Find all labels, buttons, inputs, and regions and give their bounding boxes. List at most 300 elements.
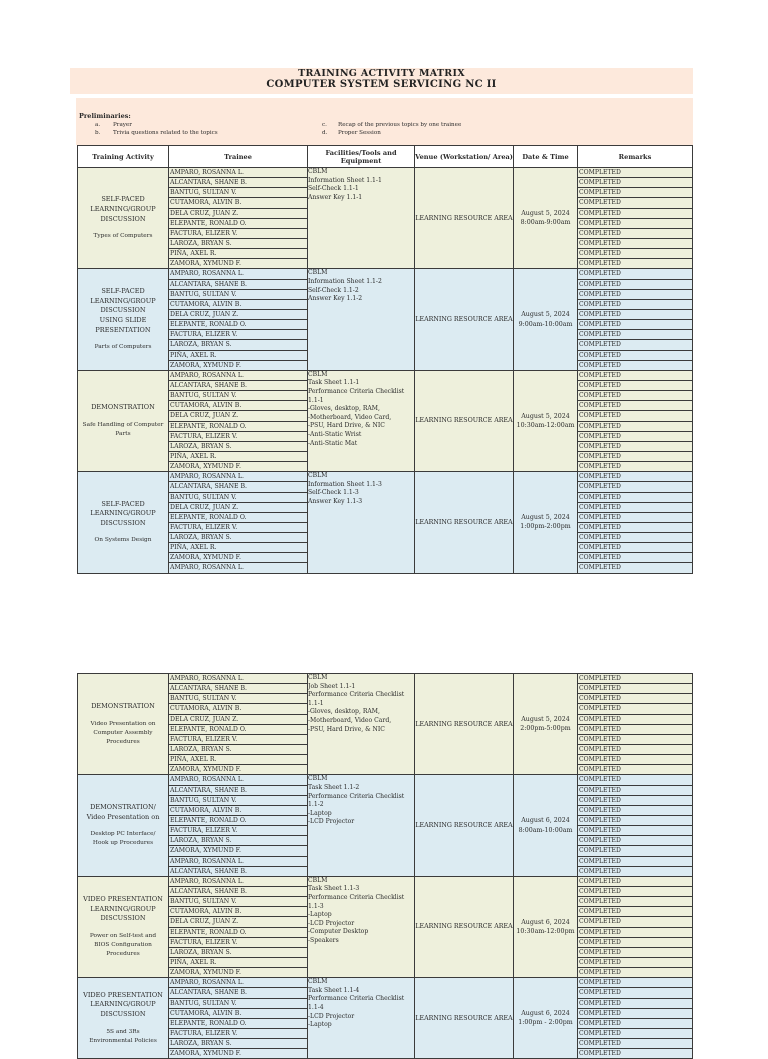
trainee-name: ZAMORA, XYMUND F.	[170, 361, 241, 369]
trainee-name: ELEPANTE, RONALD O.	[169, 816, 307, 826]
trainee-name: CUTAMORA, ALVIN B.	[169, 401, 307, 411]
trainee-name: LAROZA, BRYAN S.	[169, 442, 307, 452]
trainee-name: FACTURA, ELIZER V.	[169, 229, 307, 239]
status-remark: COMPLETED	[579, 564, 621, 572]
status-remark: COMPLETED	[578, 1029, 692, 1039]
trainee-name: ELEPANTE, RONALD O.	[169, 725, 307, 735]
trainee-list-cell	[169, 978, 308, 1059]
status-remark: COMPLETED	[578, 300, 692, 310]
trainee-name: ALCANTARA, SHANE B.	[169, 482, 307, 492]
status-remark: COMPLETED	[578, 503, 692, 513]
facility-item: -Laptop	[308, 911, 332, 919]
status-remark: COMPLETED	[578, 735, 692, 745]
status-remark: COMPLETED	[578, 493, 692, 503]
trainee-name: BANTUG, SULTAN V.	[169, 493, 307, 503]
status-remark: COMPLETED	[578, 1039, 692, 1049]
status-remark: COMPLETED	[578, 917, 692, 927]
trainee-name: CUTAMORA, ALVIN B.	[169, 198, 307, 208]
activity-title-line: DISCUSSION	[100, 914, 146, 923]
facility-item: Information Sheet 1.1-2	[308, 278, 382, 285]
status-remark: COMPLETED	[578, 330, 692, 340]
facility-item: 1.1-2	[308, 801, 324, 809]
trainee-name: ZAMORA, XYMUND F.	[169, 846, 307, 856]
prelim-letter: c.	[322, 122, 327, 128]
venue-cell: LEARNING RESOURCE AREA	[415, 269, 514, 370]
facility-item: -PSU, Hard Drive, & NIC	[308, 422, 385, 430]
activity-title-line: DISCUSSION	[100, 1010, 146, 1019]
trainee-name: AMPARO, ROSANNA L.	[169, 674, 307, 684]
document-subtitle: COMPUTER SYSTEM SERVICING NC II	[266, 79, 497, 90]
remarks-cell	[578, 876, 693, 977]
header-venue: Venue (Workstation/ Area)	[415, 146, 514, 168]
facility-item: Answer Key 1.1-2	[308, 295, 363, 303]
table-header-row	[78, 146, 693, 168]
facility-item: 1.1-1	[308, 699, 324, 707]
training-matrix-table-2	[77, 673, 693, 1059]
activity-topic-line: Desktop PC Interface/	[90, 831, 156, 838]
activity-topic-line: On Systems Design	[94, 537, 152, 544]
trainee-name: AMPARO, ROSANNA L.	[169, 877, 307, 887]
trainee-name: AMPARO, ROSANNA L.	[170, 564, 244, 572]
activity-topic-line: Types of Computers	[93, 233, 153, 240]
trainee-name: AMPARO, ROSANNA L.	[169, 269, 307, 279]
date-time-cell: August 6, 2024 1:00pm - 2:00pm	[514, 978, 578, 1059]
header-facilities: Facilities/Tools and Equipment	[308, 146, 415, 168]
status-remark: COMPLETED	[578, 391, 692, 401]
remarks-cell	[578, 472, 693, 573]
trainee-name: FACTURA, ELIZER V.	[169, 523, 307, 533]
facility-item: CBLM	[308, 978, 328, 986]
trainee-name: ALCANTARA, SHANE B.	[169, 786, 307, 796]
status-remark: COMPLETED	[579, 766, 621, 774]
trainee-name: LAROZA, BRYAN S.	[169, 533, 307, 543]
trainee-name: FACTURA, ELIZER V.	[169, 735, 307, 745]
status-remark: COMPLETED	[578, 694, 692, 704]
trainee-name: ZAMORA, XYMUND F.	[170, 260, 241, 268]
status-remark: COMPLETED	[578, 958, 692, 968]
trainee-name: ZAMORA, XYMUND F.	[170, 1050, 241, 1058]
facility-item: Task Sheet 1.1-1	[308, 379, 360, 387]
facility-item: 1.1-4	[308, 1004, 324, 1011]
status-remark: COMPLETED	[578, 320, 692, 330]
status-remark: COMPLETED	[578, 938, 692, 948]
preliminaries-box	[76, 98, 693, 145]
facilities-cell	[308, 674, 415, 775]
header-remarks: Remarks	[578, 146, 693, 168]
status-remark: COMPLETED	[578, 897, 692, 907]
venue-cell: LEARNING RESOURCE AREA	[415, 978, 514, 1059]
activity-title-line: DEMONSTRATION	[91, 403, 155, 412]
facility-item: -Anti-Static Wrist	[308, 430, 362, 438]
activity-spacer	[78, 822, 168, 830]
training-activity-cell	[78, 269, 169, 370]
trainee-list-cell	[169, 269, 308, 370]
facility-item: Performance Criteria Checklist	[308, 691, 405, 699]
activity-block-row	[78, 674, 693, 775]
facilities-cell	[308, 978, 415, 1059]
activity-topic-line: Procedures	[106, 950, 140, 957]
facility-item: Job Sheet 1.1-1	[308, 682, 356, 690]
facility-item: Task Sheet 1.1-2	[308, 784, 360, 791]
status-remark: COMPLETED	[579, 1050, 621, 1058]
facility-item: 1.1-1	[308, 396, 324, 404]
date-time-cell: August 5, 2024 1:00pm-2:00pm	[514, 472, 578, 573]
venue-cell: LEARNING RESOURCE AREA	[415, 775, 514, 876]
remarks-cell	[578, 674, 693, 775]
date-time-cell: August 5, 2024 2:00pm-5:00pm	[514, 674, 578, 775]
facility-item: Performance Criteria Checklist	[308, 995, 405, 1003]
facility-item: CBLM	[308, 472, 328, 480]
status-remark: COMPLETED	[578, 887, 692, 897]
activity-title-line: DISCUSSION	[100, 518, 146, 527]
date-time-cell: August 5, 2024 9:00am-10:00am	[514, 269, 578, 370]
trainee-name: ELEPANTE, RONALD O.	[169, 422, 307, 432]
activity-block-row	[78, 978, 693, 1059]
facility-item: -Motherboard, Video Card,	[308, 413, 392, 421]
trainee-name: CUTAMORA, ALVIN B.	[169, 907, 307, 917]
status-remark: COMPLETED	[578, 1009, 692, 1019]
facility-item: Self-Check 1.1-1	[308, 185, 359, 193]
activity-title-line: LEARNING/GROUP	[90, 1000, 156, 1009]
prelim-item: Prayer	[113, 122, 132, 128]
status-remark: COMPLETED	[578, 704, 692, 714]
date-time-cell: August 5, 2024 10:30am-12:00am	[514, 370, 578, 471]
status-remark: COMPLETED	[578, 452, 692, 462]
activity-title-line: SELF-PACED	[101, 499, 145, 508]
status-remark: COMPLETED	[578, 482, 692, 492]
status-remark: COMPLETED	[578, 381, 692, 391]
trainee-name: ALCANTARA, SHANE B.	[170, 867, 248, 875]
prelim-item: Recap of the previous topics by one trainee	[338, 122, 462, 128]
trainee-list-cell	[169, 674, 308, 775]
status-remark: COMPLETED	[578, 198, 692, 208]
trainee-name: BANTUG, SULTAN V.	[169, 391, 307, 401]
status-remark: COMPLETED	[579, 867, 621, 875]
document-title-box	[70, 68, 693, 94]
status-remark: COMPLETED	[578, 684, 692, 694]
activity-topic-line: Power on Self-test and	[89, 932, 157, 939]
trainee-name: DELA CRUZ, JUAN Z.	[169, 715, 307, 725]
status-remark: COMPLETED	[578, 371, 692, 381]
status-remark: COMPLETED	[579, 260, 621, 268]
facility-item: CBLM	[308, 876, 328, 884]
trainee-name: DELA CRUZ, JUAN Z.	[169, 310, 307, 320]
activity-spacer	[78, 224, 168, 232]
status-remark: COMPLETED	[578, 249, 692, 259]
activity-title-line: VIDEO PRESENTATION	[83, 895, 163, 904]
activity-title-line: USING SLIDE	[99, 315, 147, 324]
activity-topic-line: Video Presentation on	[90, 720, 156, 727]
status-remark: COMPLETED	[578, 401, 692, 411]
prelim-letter: a.	[95, 122, 101, 128]
facility-item: Information Sheet 1.1-3	[308, 480, 382, 488]
activity-title-line: DEMONSTRATION/	[90, 803, 156, 812]
remarks-cell	[578, 168, 693, 269]
activity-topic-line: Safe Handling of Computer Parts	[82, 421, 164, 437]
training-activity-cell	[78, 168, 169, 269]
status-remark: COMPLETED	[578, 978, 692, 988]
trainee-name: DELA CRUZ, JUAN Z.	[169, 917, 307, 927]
facilities-cell	[308, 370, 415, 471]
facilities-cell	[308, 168, 415, 269]
activity-spacer	[78, 924, 168, 932]
training-activity-cell	[78, 370, 169, 471]
date-time-cell: August 6, 2024 10:30am-12:00pm	[514, 876, 578, 977]
trainee-name: FACTURA, ELIZER V.	[169, 938, 307, 948]
document-title: TRAINING ACTIVITY MATRIX	[298, 68, 465, 79]
status-remark: COMPLETED	[578, 442, 692, 452]
trainee-name: ALCANTARA, SHANE B.	[169, 178, 307, 188]
trainee-list-cell	[169, 775, 308, 876]
trainee-name: ALCANTARA, SHANE B.	[169, 988, 307, 998]
trainee-name: ELEPANTE, RONALD O.	[169, 219, 307, 229]
status-remark: COMPLETED	[578, 857, 692, 867]
status-remark: COMPLETED	[578, 269, 692, 279]
facility-item: Performance Criteria Checklist	[308, 388, 405, 395]
facility-item: 1.1-3	[308, 902, 324, 910]
activity-block-row	[78, 775, 693, 876]
trainee-name: DELA CRUZ, JUAN Z.	[169, 503, 307, 513]
status-remark: COMPLETED	[578, 745, 692, 755]
activity-title-line: SELF-PACED	[101, 195, 145, 204]
facility-item: -Laptop	[308, 1021, 332, 1029]
activity-topic-line: Environmental Policies	[89, 1037, 157, 1044]
remarks-cell	[578, 978, 693, 1059]
trainee-name: CUTAMORA, ALVIN B.	[169, 704, 307, 714]
trainee-name: BANTUG, SULTAN V.	[169, 290, 307, 300]
status-remark: COMPLETED	[578, 1019, 692, 1029]
facility-item: -Motherboard, Video Card,	[308, 716, 392, 724]
status-remark: COMPLETED	[578, 877, 692, 887]
trainee-list-cell	[169, 370, 308, 471]
activity-topic-line: Parts of Computers	[94, 344, 152, 351]
activity-spacer	[78, 335, 168, 343]
status-remark: COMPLETED	[578, 178, 692, 188]
status-remark: COMPLETED	[578, 755, 692, 765]
facility-item: -PSU, Hard Drive, & NIC	[308, 725, 385, 733]
trainee-name: LAROZA, BRYAN S.	[169, 239, 307, 249]
trainee-name: DELA CRUZ, JUAN Z.	[169, 209, 307, 219]
facilities-cell	[308, 269, 415, 370]
status-remark: COMPLETED	[578, 715, 692, 725]
status-remark: COMPLETED	[578, 290, 692, 300]
status-remark: COMPLETED	[579, 361, 621, 369]
facility-item: CBLM	[308, 269, 328, 277]
trainee-name: PIÑA, AXEL R.	[169, 543, 307, 553]
status-remark: COMPLETED	[578, 219, 692, 229]
status-remark: COMPLETED	[578, 533, 692, 543]
activity-topic-line: Computer Assembly	[93, 729, 153, 736]
status-remark: COMPLETED	[578, 816, 692, 826]
status-remark: COMPLETED	[579, 969, 621, 977]
trainee-name: PIÑA, AXEL R.	[169, 249, 307, 259]
trainee-name: AMPARO, ROSANNA L.	[169, 168, 307, 178]
trainee-name: CUTAMORA, ALVIN B.	[169, 300, 307, 310]
status-remark: COMPLETED	[579, 463, 621, 471]
activity-spacer	[78, 712, 168, 720]
status-remark: COMPLETED	[578, 432, 692, 442]
prelim-item: Proper Session	[338, 130, 381, 136]
facility-item: -LCD Projector	[308, 1012, 355, 1020]
facility-item: Answer Key 1.1-1	[308, 193, 363, 201]
status-remark: COMPLETED	[578, 988, 692, 998]
training-activity-cell	[78, 978, 169, 1059]
trainee-name: BANTUG, SULTAN V.	[169, 897, 307, 907]
status-remark: COMPLETED	[578, 907, 692, 917]
activity-title-line: LEARNING/GROUP	[90, 904, 156, 913]
activity-title-line: VIDEO PRESENTATION	[83, 990, 163, 999]
activity-topic-line: BIOS Configuration	[94, 941, 152, 948]
facility-item: CBLM	[308, 168, 328, 175]
activity-topic-line: 5S and 3Rs	[106, 1028, 140, 1035]
status-remark: COMPLETED	[578, 351, 692, 361]
venue-cell: LEARNING RESOURCE AREA	[415, 876, 514, 977]
trainee-name: BANTUG, SULTAN V.	[169, 188, 307, 198]
training-activity-cell	[78, 472, 169, 573]
status-remark: COMPLETED	[578, 543, 692, 553]
status-remark: COMPLETED	[578, 472, 692, 482]
activity-block-row	[78, 876, 693, 977]
training-activity-cell	[78, 775, 169, 876]
status-remark: COMPLETED	[578, 513, 692, 523]
facility-item: CBLM	[308, 775, 328, 783]
trainee-name: ZAMORA, XYMUND F.	[170, 463, 241, 471]
status-remark: COMPLETED	[578, 553, 692, 563]
status-remark: COMPLETED	[578, 826, 692, 836]
status-remark: COMPLETED	[578, 928, 692, 938]
status-remark: COMPLETED	[578, 422, 692, 432]
trainee-name: ALCANTARA, SHANE B.	[169, 684, 307, 694]
activity-title-line: DISCUSSION	[100, 306, 146, 315]
trainee-name: LAROZA, BRYAN S.	[169, 340, 307, 350]
facility-item: -Gloves, desktop, RAM,	[308, 405, 380, 413]
trainee-name: AMPARO, ROSANNA L.	[169, 775, 307, 785]
header-training-activity: Training Activity	[78, 146, 169, 168]
trainee-name: PIÑA, AXEL R.	[169, 958, 307, 968]
facility-item: Answer Key 1.1-3	[308, 498, 363, 505]
status-remark: COMPLETED	[578, 796, 692, 806]
status-remark: COMPLETED	[578, 948, 692, 958]
prelim-item: Trivia questions related to the topics	[113, 130, 218, 136]
header-date-time: Date & Time	[514, 146, 578, 168]
trainee-name: ALCANTARA, SHANE B.	[169, 887, 307, 897]
facilities-cell	[308, 472, 415, 573]
activity-title-line: SELF-PACED	[101, 287, 145, 296]
status-remark: COMPLETED	[578, 188, 692, 198]
trainee-name: FACTURA, ELIZER V.	[169, 330, 307, 340]
facility-item: Task Sheet 1.1-4	[308, 986, 360, 994]
trainee-name: FACTURA, ELIZER V.	[169, 1029, 307, 1039]
remarks-cell	[578, 370, 693, 471]
trainee-name: ELEPANTE, RONALD O.	[169, 928, 307, 938]
facility-item: Self-Check 1.1-2	[308, 286, 359, 294]
trainee-name: BANTUG, SULTAN V.	[169, 694, 307, 704]
facility-item: CBLM	[308, 674, 328, 681]
status-remark: COMPLETED	[578, 209, 692, 219]
facility-item: Performance Criteria Checklist	[308, 792, 405, 800]
facility-item: -Computer Desktop	[308, 928, 369, 936]
activity-topic-line: Hook up Procedures	[92, 840, 154, 847]
activity-title-line: LEARNING/GROUP	[90, 296, 156, 305]
trainee-name: LAROZA, BRYAN S.	[169, 948, 307, 958]
facility-item: Task Sheet 1.1-3	[308, 885, 360, 893]
activity-block-row	[78, 269, 693, 370]
facility-item: Self-Check 1.1-3	[308, 489, 359, 497]
activity-block-row	[78, 168, 693, 269]
status-remark: COMPLETED	[578, 168, 692, 178]
trainee-name: ELEPANTE, RONALD O.	[169, 1019, 307, 1029]
status-remark: COMPLETED	[578, 786, 692, 796]
status-remark: COMPLETED	[578, 836, 692, 846]
training-activity-cell	[78, 674, 169, 775]
training-activity-cell	[78, 876, 169, 977]
activity-title-line: DEMONSTRATION	[91, 701, 155, 710]
activity-title-line: DISCUSSION	[100, 214, 146, 223]
trainee-name: AMPARO, ROSANNA L.	[169, 472, 307, 482]
facility-item: -Anti-Static Mat	[308, 439, 358, 447]
trainee-name: BANTUG, SULTAN V.	[169, 796, 307, 806]
training-matrix-table-1	[77, 145, 693, 574]
trainee-name: ALCANTARA, SHANE B.	[169, 381, 307, 391]
remarks-cell	[578, 775, 693, 876]
activity-block-row	[78, 472, 693, 573]
venue-cell: LEARNING RESOURCE AREA	[415, 472, 514, 573]
remarks-cell	[578, 269, 693, 370]
prelim-letter: b.	[95, 130, 101, 136]
activity-spacer	[78, 528, 168, 536]
trainee-name: DELA CRUZ, JUAN Z.	[169, 411, 307, 421]
facility-item: -Gloves, desktop, RAM,	[308, 708, 380, 716]
preliminaries-heading: Preliminaries:	[79, 112, 131, 120]
status-remark: COMPLETED	[578, 806, 692, 816]
trainee-name: ZAMORA, XYMUND F.	[170, 969, 241, 977]
activity-title-line: PRESENTATION	[95, 325, 151, 334]
activity-title-line: LEARNING/GROUP	[90, 204, 156, 213]
trainee-name: CUTAMORA, ALVIN B.	[169, 1009, 307, 1019]
facilities-cell	[308, 876, 415, 977]
venue-cell: LEARNING RESOURCE AREA	[415, 168, 514, 269]
trainee-name: AMPARO, ROSANNA L.	[169, 978, 307, 988]
facility-item: -LCD Projector	[308, 818, 355, 826]
status-remark: COMPLETED	[578, 280, 692, 290]
venue-cell: LEARNING RESOURCE AREA	[415, 370, 514, 471]
trainee-name: ELEPANTE, RONALD O.	[169, 320, 307, 330]
trainee-list-cell	[169, 168, 308, 269]
facility-item: Information Sheet 1.1-1	[308, 176, 382, 184]
status-remark: COMPLETED	[578, 239, 692, 249]
trainee-name: LAROZA, BRYAN S.	[169, 745, 307, 755]
facility-item: -LCD Projector	[308, 919, 355, 927]
status-remark: COMPLETED	[578, 411, 692, 421]
trainee-name: FACTURA, ELIZER V.	[169, 826, 307, 836]
trainee-name: PIÑA, AXEL R.	[169, 755, 307, 765]
facilities-cell	[308, 775, 415, 876]
trainee-name: LAROZA, BRYAN S.	[169, 836, 307, 846]
facility-item: CBLM	[308, 370, 328, 378]
trainee-name: FACTURA, ELIZER V.	[169, 432, 307, 442]
activity-spacer	[78, 413, 168, 421]
trainee-list-cell	[169, 876, 308, 977]
trainee-name: AMPARO, ROSANNA L.	[169, 857, 307, 867]
trainee-name: ELEPANTE, RONALD O.	[169, 513, 307, 523]
status-remark: COMPLETED	[578, 725, 692, 735]
status-remark: COMPLETED	[578, 999, 692, 1009]
date-time-cell: August 5, 2024 8:00am-9:00am	[514, 168, 578, 269]
status-remark: COMPLETED	[578, 775, 692, 785]
facility-item: -Speakers	[308, 936, 339, 944]
status-remark: COMPLETED	[578, 340, 692, 350]
header-trainee: Trainee	[169, 146, 308, 168]
